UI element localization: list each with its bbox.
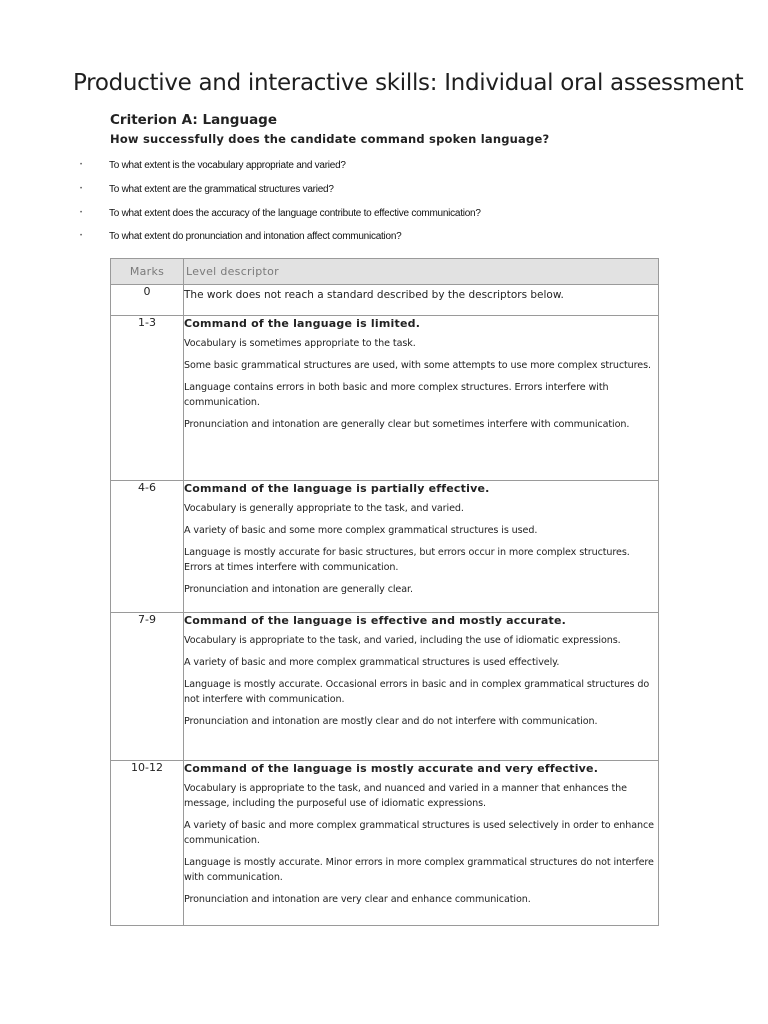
descriptor-line: Vocabulary is appropriate to the task, and varied, including the use of idiomatic expressions. [184, 635, 621, 646]
guiding-question-text: To what extent do pronunciation and intonation affect communication? [109, 231, 402, 242]
descriptor-line: Language is mostly accurate for basic structures, but errors occur in more complex structures. Errors at times interfere with communication. [184, 547, 630, 573]
marks-cell: 10-12 [111, 761, 184, 926]
level-heading: Command of the language is effective and mostly accurate. [184, 614, 567, 627]
descriptor-line: A variety of basic and more complex grammatical structures is used effectively. [184, 657, 560, 668]
descriptor-cell [184, 761, 659, 926]
descriptor-cell [184, 613, 659, 761]
marks-column-header: Marks [111, 259, 184, 285]
table-row [111, 761, 659, 926]
descriptor-line: Some basic grammatical structures are used, with some attempts to use more complex structures. [184, 360, 651, 371]
descriptor-line: Vocabulary is appropriate to the task, and nuanced and varied in a manner that enhances the message, including the purposeful use of idiomatic expressions. [184, 783, 627, 809]
marks-cell: 0 [111, 285, 184, 316]
descriptor-line: A variety of basic and more complex grammatical structures is used selectively in order to enhance communication. [184, 820, 654, 846]
level-heading: Command of the language is partially effective. [184, 482, 490, 495]
bullet-icon: • [80, 186, 82, 192]
marks-cell: 1-3 [111, 316, 184, 481]
descriptor-line: Pronunciation and intonation are generally clear but sometimes interfere with communication. [184, 419, 630, 430]
descriptor-line: A variety of basic and some more complex grammatical structures is used. [184, 525, 538, 536]
table-row [111, 481, 659, 613]
bullet-icon: • [80, 233, 82, 239]
level-heading: Command of the language is mostly accurate and very effective. [184, 762, 599, 775]
descriptor-line: Vocabulary is generally appropriate to the task, and varied. [184, 503, 464, 514]
descriptor-line: Pronunciation and intonation are very clear and enhance communication. [184, 894, 531, 905]
marks-cell: 4-6 [111, 481, 184, 613]
bullet-icon: • [80, 210, 82, 216]
descriptor-line: Language contains errors in both basic and more complex structures. Errors interfere with communication. [184, 382, 609, 408]
descriptor-cell: The work does not reach a standard described by the descriptors below. [184, 285, 659, 316]
criterion-question: How successfully does the candidate command spoken language? [110, 132, 550, 146]
criterion-title: Criterion A: Language [110, 112, 277, 128]
table-row [111, 613, 659, 761]
table-row [111, 316, 659, 481]
descriptor-cell [184, 481, 659, 613]
rubric-table [110, 258, 659, 926]
marks-cell: 7-9 [111, 613, 184, 761]
table-row [111, 285, 659, 316]
descriptor-line: Vocabulary is sometimes appropriate to the task. [184, 338, 416, 349]
descriptor-line: Pronunciation and intonation are mostly clear and do not interfere with communication. [184, 716, 598, 727]
table-header-row [111, 259, 659, 285]
descriptor-cell [184, 316, 659, 481]
guiding-question-text: To what extent does the accuracy of the language contribute to effective communication? [109, 208, 481, 219]
level-heading: Command of the language is limited. [184, 317, 421, 330]
descriptor-column-header: Level descriptor [184, 259, 659, 285]
guiding-question-text: To what extent are the grammatical structures varied? [109, 184, 334, 195]
page-title: Productive and interactive skills: Individual oral assessment [73, 70, 744, 96]
bullet-icon: • [80, 162, 82, 168]
descriptor-line: Pronunciation and intonation are generally clear. [184, 584, 413, 595]
guiding-question-text: To what extent is the vocabulary appropriate and varied? [109, 160, 346, 171]
descriptor-line: Language is mostly accurate. Minor errors in more complex grammatical structures do not interfere with communication. [184, 857, 654, 883]
descriptor-line: Language is mostly accurate. Occasional errors in basic and in complex grammatical structures do not interfere with communication. [184, 679, 650, 705]
